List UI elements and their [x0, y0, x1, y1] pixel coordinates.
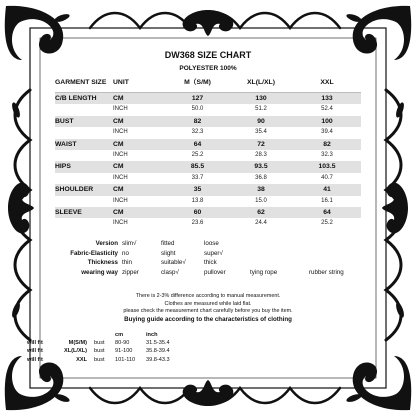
value-cm: 93.5 — [229, 161, 293, 172]
value-cm: 64 — [166, 139, 229, 150]
attribute-option: loose — [204, 240, 219, 247]
note-line: There is 2-3% difference according to manual measurement. — [135, 293, 281, 299]
unit-inch: INCH — [113, 218, 166, 229]
unit-cm: CM — [113, 93, 166, 105]
value-cm: 60 — [166, 207, 229, 218]
note-line: Clothes are measured while laid flat. — [164, 300, 252, 307]
value-inch: 51.2 — [229, 104, 293, 115]
value-cm: 90 — [229, 116, 293, 127]
value-cm: 130 — [229, 93, 293, 105]
table-row — [55, 196, 361, 207]
guide-part: bust — [94, 348, 105, 355]
table-row — [55, 150, 361, 161]
attribute-option: slim√ — [122, 240, 137, 247]
value-cm: 85.5 — [166, 161, 229, 172]
value-cm: 100 — [293, 116, 361, 127]
table-header-row — [55, 76, 361, 90]
table-row — [55, 218, 361, 229]
row-label: WAIST — [55, 139, 113, 150]
value-inch: 52.4 — [293, 104, 361, 115]
value-cm: 103.5 — [293, 161, 361, 172]
guide-size: M(S/M) — [68, 340, 87, 347]
guide-cm: 91-100 — [115, 348, 133, 355]
table-row — [55, 161, 361, 172]
attribute-option: slight — [161, 249, 176, 257]
table-row — [55, 173, 361, 184]
value-inch: 13.8 — [166, 196, 229, 207]
value-cm: 62 — [229, 207, 293, 218]
guide-fit: will fit — [27, 348, 43, 355]
attribute-option: clasp√ — [161, 268, 179, 276]
guide-cm: 101-110 — [115, 356, 136, 363]
unit-inch: INCH — [113, 196, 166, 207]
guide-fit: will fit — [27, 340, 43, 347]
row-label: SLEEVE — [55, 207, 113, 218]
value-inch: 32.3 — [166, 127, 229, 138]
table-row — [55, 127, 361, 138]
guide-part: bust — [94, 340, 105, 347]
value-cm: 64 — [293, 207, 361, 218]
attribute-label: Version — [95, 240, 118, 247]
unit-inch: INCH — [113, 104, 166, 115]
guide-size: XXL — [76, 356, 87, 363]
value-inch: 36.8 — [229, 173, 293, 184]
table-row — [55, 139, 361, 150]
unit-cm: CM — [113, 184, 166, 195]
guide-row — [27, 356, 361, 364]
value-inch: 24.4 — [229, 218, 293, 229]
attribute-option: no — [122, 249, 129, 257]
unit-cm: CM — [113, 207, 166, 218]
attribute-option: rubber string — [309, 268, 344, 276]
value-inch: 28.3 — [229, 150, 293, 161]
value-inch: 25.2 — [166, 150, 229, 161]
garment-attributes — [55, 239, 361, 277]
row-label: SHOULDER — [55, 184, 113, 195]
guide-cm: 80-90 — [115, 340, 130, 347]
guide-row — [27, 347, 361, 355]
guide-inch: 31.5-35.4 — [146, 340, 170, 347]
attribute-option: suitable√ — [161, 259, 186, 266]
attribute-label: wearing way — [81, 268, 118, 276]
value-cm: 41 — [293, 184, 361, 195]
value-inch: 32.3 — [293, 150, 361, 161]
attribute-option: thin — [122, 259, 132, 266]
header-unit: UNIT — [113, 79, 129, 86]
size-chart-content — [27, 48, 361, 368]
row-label: BUST — [55, 116, 113, 127]
guide-part: bust — [94, 356, 105, 363]
attribute-option: fitted — [161, 240, 175, 247]
guide-size: XL(L/XL) — [64, 348, 87, 355]
value-cm: 35 — [166, 184, 229, 195]
value-inch: 50.0 — [166, 104, 229, 115]
table-row — [55, 184, 361, 195]
unit-cm: CM — [113, 161, 166, 172]
guide-inch: 39.8-43.3 — [146, 356, 170, 363]
attribute-option: tying rope — [250, 268, 278, 276]
fabric-composition: POLYESTER 100% — [179, 65, 237, 72]
value-cm: 133 — [293, 93, 361, 105]
attribute-fabric-elasticity — [55, 249, 361, 259]
note-line: please check the measurement chart carefully before you buy the item. — [123, 308, 293, 315]
guide-header-row — [55, 331, 361, 339]
table-row — [55, 207, 361, 218]
attribute-option: thick — [204, 259, 217, 266]
measurement-notes — [55, 293, 361, 323]
value-inch: 23.6 — [166, 218, 229, 229]
header-size-xxl: XXL — [320, 79, 334, 86]
value-cm: 82 — [166, 116, 229, 127]
value-inch: 15.0 — [229, 196, 293, 207]
unit-cm: CM — [113, 116, 166, 127]
unit-inch: INCH — [113, 127, 166, 138]
attribute-thickness — [55, 258, 361, 268]
unit-inch: INCH — [113, 150, 166, 161]
value-cm: 127 — [166, 93, 229, 105]
value-inch: 16.1 — [293, 196, 361, 207]
unit-cm: CM — [113, 139, 166, 150]
guide-col-inch: inch — [146, 332, 158, 338]
attribute-version — [55, 239, 361, 249]
value-cm: 72 — [229, 139, 293, 150]
size-table — [55, 76, 361, 230]
value-inch: 33.7 — [166, 173, 229, 184]
value-cm: 38 — [229, 184, 293, 195]
header-garment-size: GARMENT SIZE — [55, 79, 107, 86]
attribute-label: Thickness — [87, 259, 118, 266]
value-cm: 82 — [293, 139, 361, 150]
buying-guide — [27, 331, 361, 364]
guide-col-cm: cm — [115, 332, 124, 338]
value-inch: 40.7 — [293, 173, 361, 184]
unit-inch: INCH — [113, 173, 166, 184]
attribute-option: zipper — [122, 268, 139, 276]
value-inch: 39.4 — [293, 127, 361, 138]
value-inch: 35.4 — [229, 127, 293, 138]
guide-fit: will fit — [27, 356, 43, 363]
table-row — [55, 104, 361, 115]
buying-guide-heading: Buying guide according to the characteristics of clothing — [124, 315, 292, 323]
header-size-m: M（S/M) — [184, 79, 211, 86]
value-inch: 25.2 — [293, 218, 361, 229]
attribute-label: Fabric-Elasticity — [70, 249, 118, 257]
row-label: C/B LENGTH — [55, 93, 113, 105]
table-row — [55, 93, 361, 105]
guide-row — [27, 339, 361, 347]
guide-inch: 35.8-39.4 — [146, 348, 170, 355]
table-row — [55, 116, 361, 127]
attribute-wearing-way — [55, 268, 361, 278]
attribute-option: pullover — [204, 268, 226, 276]
attribute-option: super√ — [204, 249, 223, 257]
row-label: HIPS — [55, 161, 113, 172]
header-size-xl: XL(L/XL) — [247, 79, 275, 86]
chart-title: DW368 SIZE CHART — [164, 50, 252, 60]
